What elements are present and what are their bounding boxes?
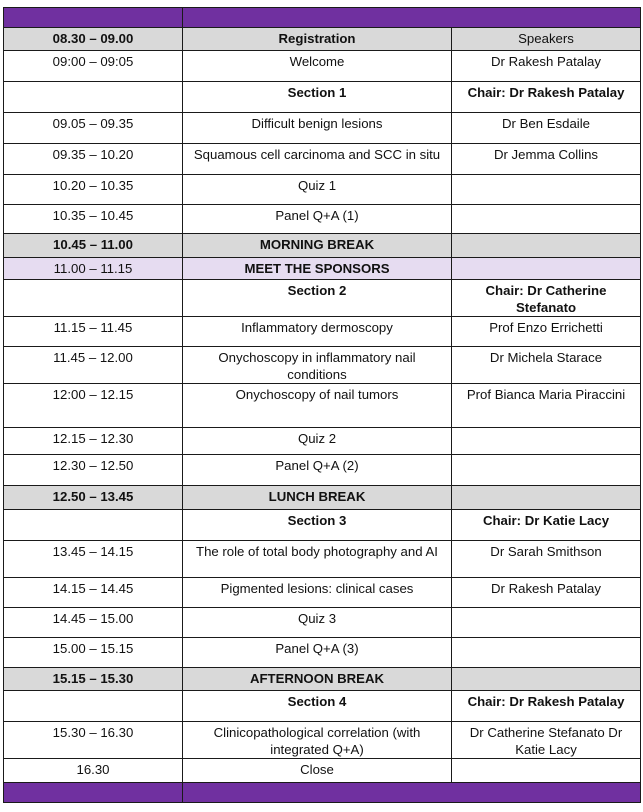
programme-table [3,7,641,803]
time-cell: 10.45 – 11.00 [4,234,183,258]
speaker-cell: Speakers [452,28,641,51]
time-cell: 16.30 [4,759,183,783]
break-row [4,486,641,510]
time-cell: 08.30 – 09.00 [4,28,183,51]
break-title: MORNING BREAK [183,234,452,258]
time-cell: 12.15 – 12.30 [4,428,183,455]
time-cell: 09.05 – 09.35 [4,113,183,144]
speaker-cell: Prof Bianca Maria Piraccini [452,384,641,428]
sponsor-row [4,258,641,280]
speaker-cell: Dr Michela Starace [452,347,641,384]
time-cell: 12.30 – 12.50 [4,455,183,486]
header-row [4,28,641,51]
title-cell: Onychoscopy in inflammatory nail conditions [183,347,452,384]
title-cell: Registration [183,28,452,51]
time-cell: 09.35 – 10.20 [4,144,183,175]
title-cell: Quiz 3 [183,608,452,638]
speaker-cell: Dr Catherine Stefanato Dr Katie Lacy [452,722,641,759]
break-title: AFTERNOON BREAK [183,668,452,691]
title-cell: Panel Q+A (2) [183,455,452,486]
section-row [4,691,641,722]
speaker-cell [452,638,641,668]
title-cell: The role of total body photography and AI [183,541,452,578]
title-cell: Welcome [183,51,452,82]
time-cell: 13.45 – 14.15 [4,541,183,578]
table-row [4,144,641,175]
speaker-cell [452,455,641,486]
break-row [4,234,641,258]
table-row [4,175,641,205]
time-cell: 10.35 – 10.45 [4,205,183,234]
time-cell: 11.15 – 11.45 [4,317,183,347]
speaker-cell [452,668,641,691]
table-row [4,638,641,668]
title-cell: Inflammatory dermoscopy [183,317,452,347]
time-cell: 09:00 – 09:05 [4,51,183,82]
title-cell: Onychoscopy of nail tumors [183,384,452,428]
time-cell: 15.15 – 15.30 [4,668,183,691]
time-cell: 15.30 – 16.30 [4,722,183,759]
time-cell: 12:00 – 12.15 [4,384,183,428]
banner-cell [183,783,641,803]
time-cell [4,82,183,113]
time-cell: 11.00 – 11.15 [4,258,183,280]
top-banner [4,8,641,28]
speaker-cell: Dr Rakesh Patalay [452,51,641,82]
chair-cell: Chair: Dr Katie Lacy [452,510,641,541]
bottom-banner [4,783,641,803]
speaker-cell: Prof Enzo Errichetti [452,317,641,347]
banner-cell [183,8,641,28]
speaker-cell: Dr Rakesh Patalay [452,578,641,608]
speaker-cell [452,205,641,234]
title-cell: Clinicopathological correlation (with integrated Q+A) [183,722,452,759]
time-cell: 15.00 – 15.15 [4,638,183,668]
section-title: Section 3 [183,510,452,541]
table-row [4,347,641,384]
title-cell: Difficult benign lesions [183,113,452,144]
title-cell: Squamous cell carcinoma and SCC in situ [183,144,452,175]
table-row [4,455,641,486]
table-row [4,759,641,783]
table-row [4,51,641,82]
section-row [4,280,641,317]
table-row [4,578,641,608]
speaker-cell [452,175,641,205]
speaker-cell [452,486,641,510]
time-cell: 11.45 – 12.00 [4,347,183,384]
chair-cell: Chair: Dr Rakesh Patalay [452,691,641,722]
section-title: Section 4 [183,691,452,722]
break-row [4,668,641,691]
time-cell [4,280,183,317]
speaker-cell: Dr Jemma Collins [452,144,641,175]
banner-cell [4,8,183,28]
table-row [4,205,641,234]
banner-cell [4,783,183,803]
time-cell [4,510,183,541]
title-cell: Panel Q+A (3) [183,638,452,668]
section-title: Section 2 [183,280,452,317]
speaker-cell [452,428,641,455]
speaker-cell [452,258,641,280]
section-row [4,82,641,113]
break-title: LUNCH BREAK [183,486,452,510]
title-cell: Panel Q+A (1) [183,205,452,234]
time-cell: 14.15 – 14.45 [4,578,183,608]
speaker-cell: Dr Ben Esdaile [452,113,641,144]
table-row [4,113,641,144]
speaker-cell [452,759,641,783]
title-cell: Quiz 1 [183,175,452,205]
speaker-cell: Dr Sarah Smithson [452,541,641,578]
table-row [4,384,641,428]
table-row [4,722,641,759]
speaker-cell [452,234,641,258]
time-cell [4,691,183,722]
speaker-cell [452,608,641,638]
chair-cell: Chair: Dr Rakesh Patalay [452,82,641,113]
table-row [4,541,641,578]
time-cell: 10.20 – 10.35 [4,175,183,205]
section-title: Section 1 [183,82,452,113]
time-cell: 14.45 – 15.00 [4,608,183,638]
time-cell: 12.50 – 13.45 [4,486,183,510]
title-cell: Quiz 2 [183,428,452,455]
chair-cell: Chair: Dr Catherine Stefanato [452,280,641,317]
title-cell: Pigmented lesions: clinical cases [183,578,452,608]
section-row [4,510,641,541]
sponsor-title: MEET THE SPONSORS [183,258,452,280]
table-row [4,608,641,638]
table-row [4,317,641,347]
table-row [4,428,641,455]
title-cell: Close [183,759,452,783]
